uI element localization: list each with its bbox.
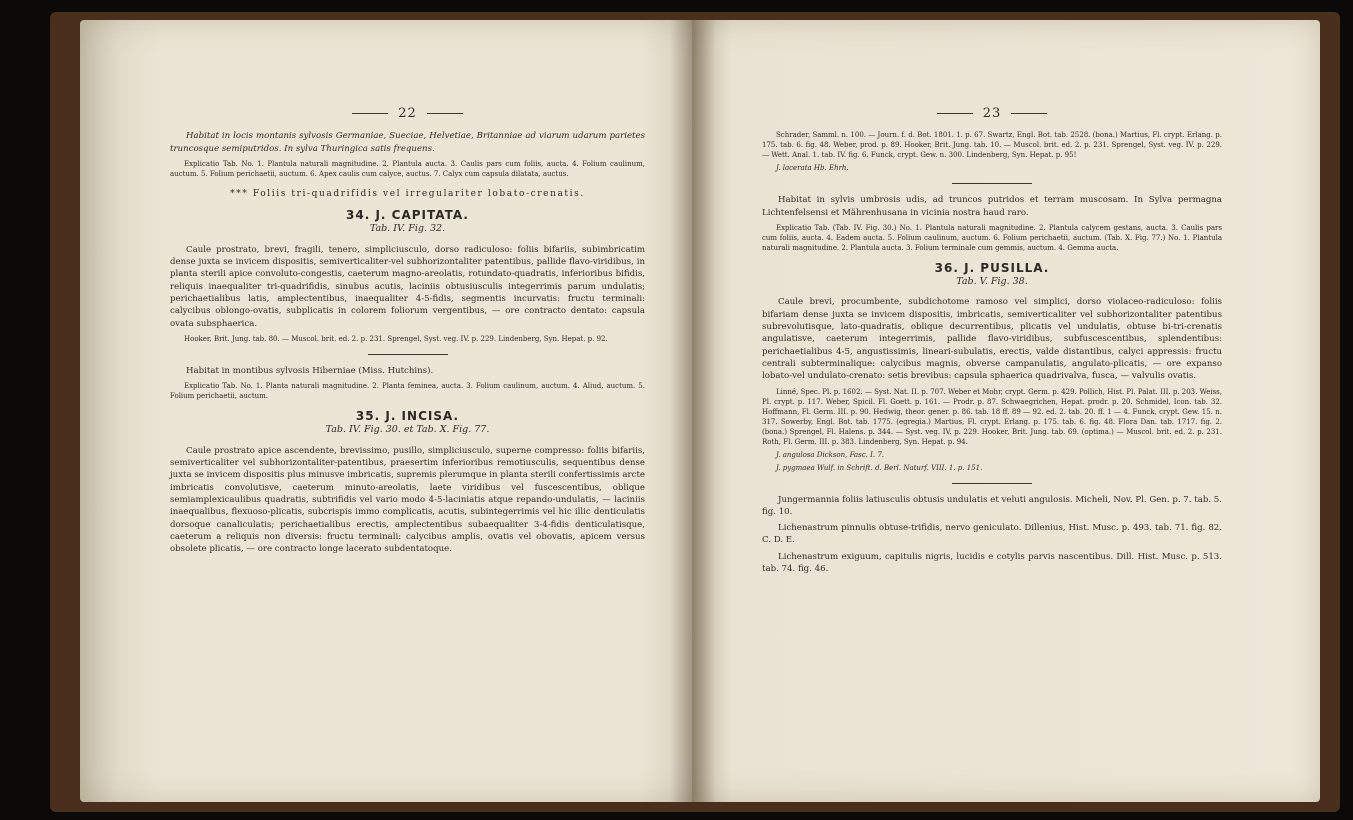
right-page <box>692 20 1320 802</box>
section-heading: *** Foliis tri-quadrifidis vel irregulariter lobato-crenatis. <box>230 188 585 199</box>
page-number: 22 <box>170 108 645 120</box>
synonym-quote: Jungermannia foliis latiusculis obtusis undulatis et veluti angulosis. Micheli, Nov. Pl. Gen. p. 7. tab. 5. fig. 10. <box>762 494 1222 517</box>
explicatio-block: Explicatio Tab. (Tab. IV. Fig. 30.) No. 1. Plantula naturali magnitudine. 2. Plantula calycem gestans, aucta. 3. Caulis pars cum foliis, aucta. 4. Eadem aucta. 5. Folium caulinum, auctum. 6. Folium perichaetii, auctum. (Tab. X. Fig. 77.) No. 1. Plantula naturali magnitudine. 2. Plantula aucta. 3. Folium terminale cum gemmis, auctum. 4. Gemma aucta. <box>762 223 1222 252</box>
references-block: Schrader, Samml. n. 100. — Journ. f. d. Bot. 1801. 1. p. 67. Swartz, Engl. Bot. tab. 2528. (bona.) Martius, Fl. crypt. Erlang. p. 175. tab. 6. fig. 48. Weber, prod. p. 89. Hooker, Brit. Jung. tab. 10. — Muscol. brit. ed. 2. p. 231. Sprengel, Syst. veg. IV. p. 229. — Wett. Anal. 1. tab. IV. fig. 6. Funck, crypt. Gew. n. 300. Lindenberg, Syn. Hepat. p. 95! J. lacerata Hb. Ehrh. <box>762 131 1222 173</box>
plate-reference: Tab. IV. Fig. 32. <box>369 223 446 235</box>
left-column <box>170 108 645 559</box>
synonym-quote: Lichenastrum pinnulis obtuse-trifidis, nervo geniculato. Dillenius, Hist. Musc. p. 493. tab. 71. fig. 82. C. D. E. <box>762 523 1222 546</box>
book-spread <box>50 12 1340 812</box>
species-description: Caule brevi, procumbente, subdichotome ramoso vel simplici, dorso violaceo-radiculoso: foliis bifariam dense juxta se invicem dispositis, imbricatis, semiverticaliter vel subhorizontaliter patentibus subrevolutisque, lato-quadratis, oblique decurrentibus, plicatis vel undulatis, obtuse bi-tri-crenatis angulatisve, caeterum integerrimis, pallide flavo-viridibus, subfuscescentibus, splendentibus: perichaetialibus 4-5, angustissimis, lineari-subulatis, erectis, valde distantibus, calyci appressis: fructu centrali subterminalique: calycibus magnis, obverse campanulatis, angulato-plicatis, — ore expanso lobato-vel undulato-crenato: setis brevibus: capsula sphaerica quadrivalva, fusca, — valvulis ovatis. <box>762 297 1222 382</box>
separator-rule <box>368 354 448 355</box>
separator-rule <box>952 483 1032 484</box>
habitat-text: Habitat in locis montanis sylvosis Germaniae, Sueciae, Helvetiae, Britanniae ad viarum udarum parietes truncosque semiputridos. In sylva Thuringica satis frequens. <box>170 131 645 154</box>
habitat-text: Habitat in sylvis umbrosis udis, ad truncos putridos et terram muscosam. In Sylva permagna Lichtenfelsensi et Mährenhusana in vicinia nostra haud raro. <box>762 195 1222 218</box>
separator-rule <box>952 183 1032 184</box>
synonym-quote: Lichenastrum exiguum, capitulis nigris, lucidis e cotylis parvis nascentibus. Dill. Hist. Musc. p. 513. tab. 74. fig. 46. <box>762 551 1222 575</box>
species-description: Caule prostrato, brevi, fragili, tenero, simpliciusculo, dorso radiculoso: foliis bifariis, subimbricatim dense juxta se invicem dispositis, semiverticaliter-vel subhorizontaliter patentibus, pallide flavo-viridibus, in planta sterili apice convoluto-congestis, caeterum magno-areolatis, rotundato-quadratis, inferioribus bifidis, reliquis inaequaliter tri-quadrifidis, sinubus acutis, laciniis obtusiusculis integerrimis parum undulatis; perichaetialibus latis, amplectentibus, inaequaliter 4-5-fidis, segmentis incurvatis: fructu terminali: calycibus oblongo-ovatis, subplicatis in colorem foliorum vergentibus, — ore contracto dentato: capsula ovata subsphaerica. <box>170 244 645 329</box>
species-title: 36. J. PUSILLA. <box>934 260 1050 275</box>
page-number: 23 <box>762 108 1222 120</box>
species-title: 34. J. CAPITATA. <box>346 208 469 223</box>
species-description: Caule prostrato apice ascendente, brevissimo, pusillo, simpliciusculo, superne compresso: foliis bifariis, semiverticaliter vel subhorizontaliter-patentibus, praesertim inferioribus remotiusculis, sequentibus dense juxta se invicem dispositis plus minusve imbricatis, supremis plerumque in planta sterili confertissimis arcte imbricatis convolutisve, caeterum minuto-areolatis, laete viridibus vel fuscescentibus, oblique semiamplexicaulibus quadratis, subtrifidis vel vario modo 4-5-laciniatis atque repando-undulatis, — laciniis inaequalibus, flexuoso-plicatis, subcrispis immo complicatis, acutis, subintegerrimis vel hic illic denticulatis dorsoque canaliculatis; perichaetialibus erectis, amplectentibus subaequaliter 3-4-fidis denticulatisque, caeterum a reliquis non diversis: fructu terminali: calycibus amplis, ovatis vel obovatis, apicem versus obsolete plicatis, — ore contracto longe lacerato subdentatoque. <box>170 445 645 555</box>
habitat-text: Habitat in montibus sylvosis Hiberniae (Miss. Hutchins). <box>186 365 434 376</box>
species-title: 35. J. INCISA. <box>355 409 460 424</box>
left-page <box>80 20 720 802</box>
plate-reference: Tab. V. Fig. 38. <box>956 276 1028 288</box>
explicatio-block: Explicatio Tab. No. 1. Plantula naturali magnitudine. 2. Plantula aucta. 3. Caulis pars cum foliis, aucta. 4. Folium caulinum, auctum. 5. Folium perichaetii, auctum. 6. Apex caulis cum calyce, auctus. 7. Calyx cum capsula dilatata, auctus. <box>170 159 645 178</box>
explicatio-block: Explicatio Tab. No. 1. Planta naturali magnitudine. 2. Planta feminea, aucta. 3. Folium caulinum, auctum. 4. Aliud, auctum. 5. Folium perichaetii, auctum. <box>170 382 645 401</box>
references-block: Linné, Spec. Pl. p. 1602. — Syst. Nat. II. p. 707. Weber et Mohr, crypt. Germ. p. 429. Pollich, Hist. Pl. Palat. III. p. 203. Weiss, Pl. crypt. p. 117. Weber, Spicil. Fl. Goett. p. 161. — Prodr. p. 87. Schwaegrichen, Hepat. prodr. p. 20. Schmidel, Icon. tab. 32. Hoffmann, Fl. Germ. III. p. 90. Hedwig, theor. gener. p. 86. tab. 18 ff. 89 — 92. ed. 2. tab. 20. ff. 1 — 4. Funck, crypt. Gew. 15. n. 317. Sowerby, Engl. Bot. tab. 1775. (egregia.) Martius, Fl. crypt. Erlang. p. 175. tab. 6. fig. 48. Flora Dan. tab. 1717. fig. 2. (bona.) Sprengel, Fl. Halens. p. 344. — Syst. veg. IV. p. 229. Hooker, Brit. Jung. tab. 69. (optima.) — Muscol. brit. ed. 2. p. 231. Roth, Fl. Germ. III. p. 383. Lindenberg, Syn. Hepat. p. 94. J. angulosa Dickson, Fasc. I. 7. J. pygmaea Wulf. in Schrift. d. Berl. Naturf. VIII. 1. p. 151. <box>762 387 1222 472</box>
page-edge <box>80 20 160 802</box>
references-block: Hooker, Brit. Jung. tab. 80. — Muscol. brit. ed. 2. p. 231. Sprengel, Syst. veg. IV. p. 229. Lindenberg, Syn. Hepat. p. 92. <box>184 334 608 343</box>
right-column <box>762 108 1222 579</box>
plate-reference: Tab. IV. Fig. 30. et Tab. X. Fig. 77. <box>325 424 490 436</box>
